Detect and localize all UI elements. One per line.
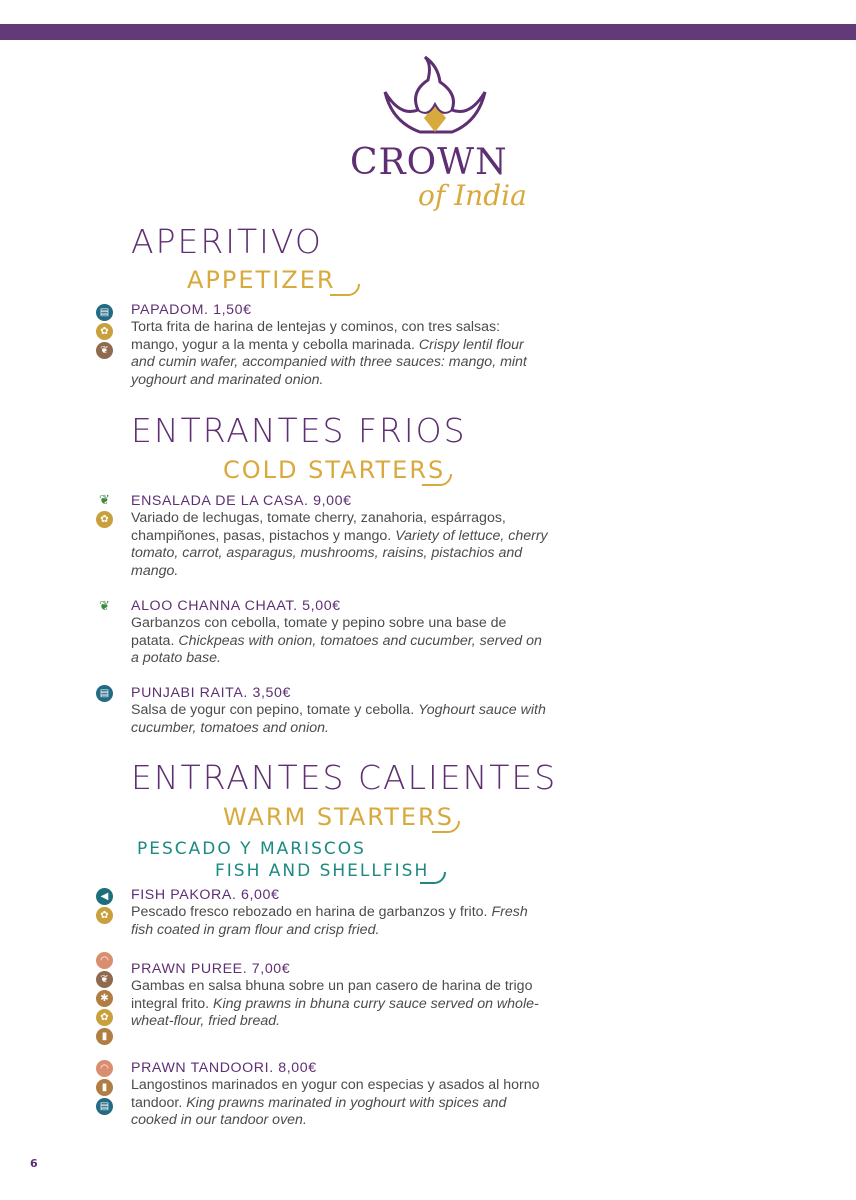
- svg-text:CROWN: CROWN: [350, 142, 508, 183]
- dairy-icon: ▤: [96, 685, 113, 702]
- allergen-icons-papadom: [96, 304, 114, 361]
- page-number: 6: [30, 1157, 38, 1170]
- section-subtitle-appetizer: APPETIZER: [187, 266, 336, 294]
- item-desc-en: Variety of lettuce, cherry tomato, carrot, asparagus, mushrooms, raisins, pistachios and mango.: [131, 527, 548, 579]
- top-bar: [0, 24, 856, 40]
- allergen-icons-ensalada: [96, 492, 114, 530]
- mustard-icon: ❦: [96, 971, 113, 988]
- crown-icon: [340, 52, 550, 212]
- section-title-entrantes-frios: ENTRANTES FRIOS: [131, 411, 467, 450]
- item-name: ALOO CHANNA CHAAT. 5,00€: [131, 598, 341, 614]
- item-desc-es: Variado de lechugas, tomate cherry, zanahoria, espárragos, champiñones, pasas, pistachos y mango.: [131, 510, 506, 544]
- item-desc-en: King prawns marinated in yoghourt with spices and cooked in our tandoor oven.: [131, 1094, 507, 1129]
- menu-item-prawn-puree: [131, 961, 551, 1031]
- gluten-icon: ✿: [96, 323, 113, 340]
- item-desc-en: Crispy lentil flour and cumin wafer, accompanied with three sauces: mango, mint yoghourt and marinated onion.: [131, 336, 527, 388]
- item-desc-es: Garbanzos con cebolla, tomate y pepino sobre una base de patata.: [131, 615, 507, 649]
- sulphite-icon: ▮: [96, 1028, 113, 1045]
- item-desc-en: Fresh fish coated in gram flour and crisp fried.: [131, 904, 528, 938]
- sulphite-icon: ▮: [96, 1079, 113, 1096]
- item-name: PAPADOM. 1,50€: [131, 302, 252, 318]
- section-subtitle-warm-starters: WARM STARTERS: [223, 803, 454, 831]
- swash-ornament: [330, 284, 360, 296]
- item-desc-es: Pescado fresco rebozado en harina de garbanzos y frito.: [131, 904, 492, 921]
- menu-item-aloo-channa-chaat: [131, 598, 551, 668]
- allergen-icons-fish-pakora: [96, 888, 114, 926]
- vegetarian-icon: ❦: [99, 493, 110, 508]
- swash-ornament: [422, 474, 452, 486]
- vegetarian-icon: ❦: [99, 599, 110, 614]
- section-title-entrantes-calientes: ENTRANTES CALIENTES: [131, 758, 558, 797]
- menu-item-punjabi-raita: [131, 685, 551, 737]
- crustacean-icon: ◠: [96, 1060, 113, 1077]
- svg-text:of India: of India: [418, 179, 527, 212]
- item-name: PRAWN PUREE. 7,00€: [131, 961, 291, 977]
- crown-of-india-logo: [340, 52, 550, 212]
- menu-item-ensalada-de-la-casa: [131, 493, 551, 580]
- menu-item-papadom: [131, 302, 551, 389]
- item-desc-en: Yoghourt sauce with cucumber, tomatoes and onion.: [131, 702, 546, 736]
- mustard-icon: ❦: [96, 342, 113, 359]
- swash-ornament: [420, 872, 446, 884]
- subsection-subtitle-fish: FISH AND SHELLFISH: [215, 861, 430, 881]
- allergen-icons-prawn-puree: [96, 952, 114, 1047]
- menu-item-prawn-tandoori: [131, 1060, 551, 1130]
- item-desc-es: Gambas en salsa bhuna sobre un pan casero de harina de trigo integral frito.: [131, 978, 533, 1012]
- item-name: PUNJABI RAITA. 3,50€: [131, 685, 291, 701]
- dairy-icon: ▤: [96, 304, 113, 321]
- subsection-title-pescado: PESCADO Y MARISCOS: [137, 839, 366, 859]
- item-desc-en: King prawns in bhuna curry sauce served on whole-wheat-flour, fried bread.: [131, 995, 539, 1030]
- item-name: PRAWN TANDOORI. 8,00€: [131, 1060, 317, 1076]
- gluten-icon: ✿: [96, 907, 113, 924]
- dairy-icon: ▤: [96, 1098, 113, 1115]
- item-desc-en: Chickpeas with onion, tomatoes and cucumber, served on a potato base.: [131, 632, 542, 667]
- allergen-icons-aloo-channa: [96, 598, 114, 617]
- allergen-icons-punjabi-raita: [96, 685, 114, 704]
- fish-icon: ◀: [96, 888, 113, 905]
- nuts-icon: ✿: [96, 511, 113, 528]
- item-name: ENSALADA DE LA CASA. 9,00€: [131, 493, 352, 509]
- crustacean-icon: ◠: [96, 952, 113, 969]
- menu-item-fish-pakora: [131, 887, 551, 939]
- celery-icon: ✱: [96, 990, 113, 1007]
- item-desc-es: Torta frita de harina de lentejas y cominos, con tres salsas: mango, yogur a la menta y cebolla marinada.: [131, 319, 501, 353]
- item-name: FISH PAKORA. 6,00€: [131, 887, 280, 903]
- item-desc-es: Salsa de yogur con pepino, tomate y cebolla.: [131, 702, 419, 719]
- gluten-icon: ✿: [96, 1009, 113, 1026]
- section-title-aperitivo: APERITIVO: [131, 222, 323, 261]
- section-subtitle-cold-starters: COLD STARTERS: [223, 456, 446, 484]
- allergen-icons-prawn-tandoori: [96, 1060, 114, 1117]
- item-desc-es: Langostinos marinados en yogur con especias y asados al horno tandoor.: [131, 1077, 540, 1111]
- swash-ornament: [432, 821, 460, 833]
